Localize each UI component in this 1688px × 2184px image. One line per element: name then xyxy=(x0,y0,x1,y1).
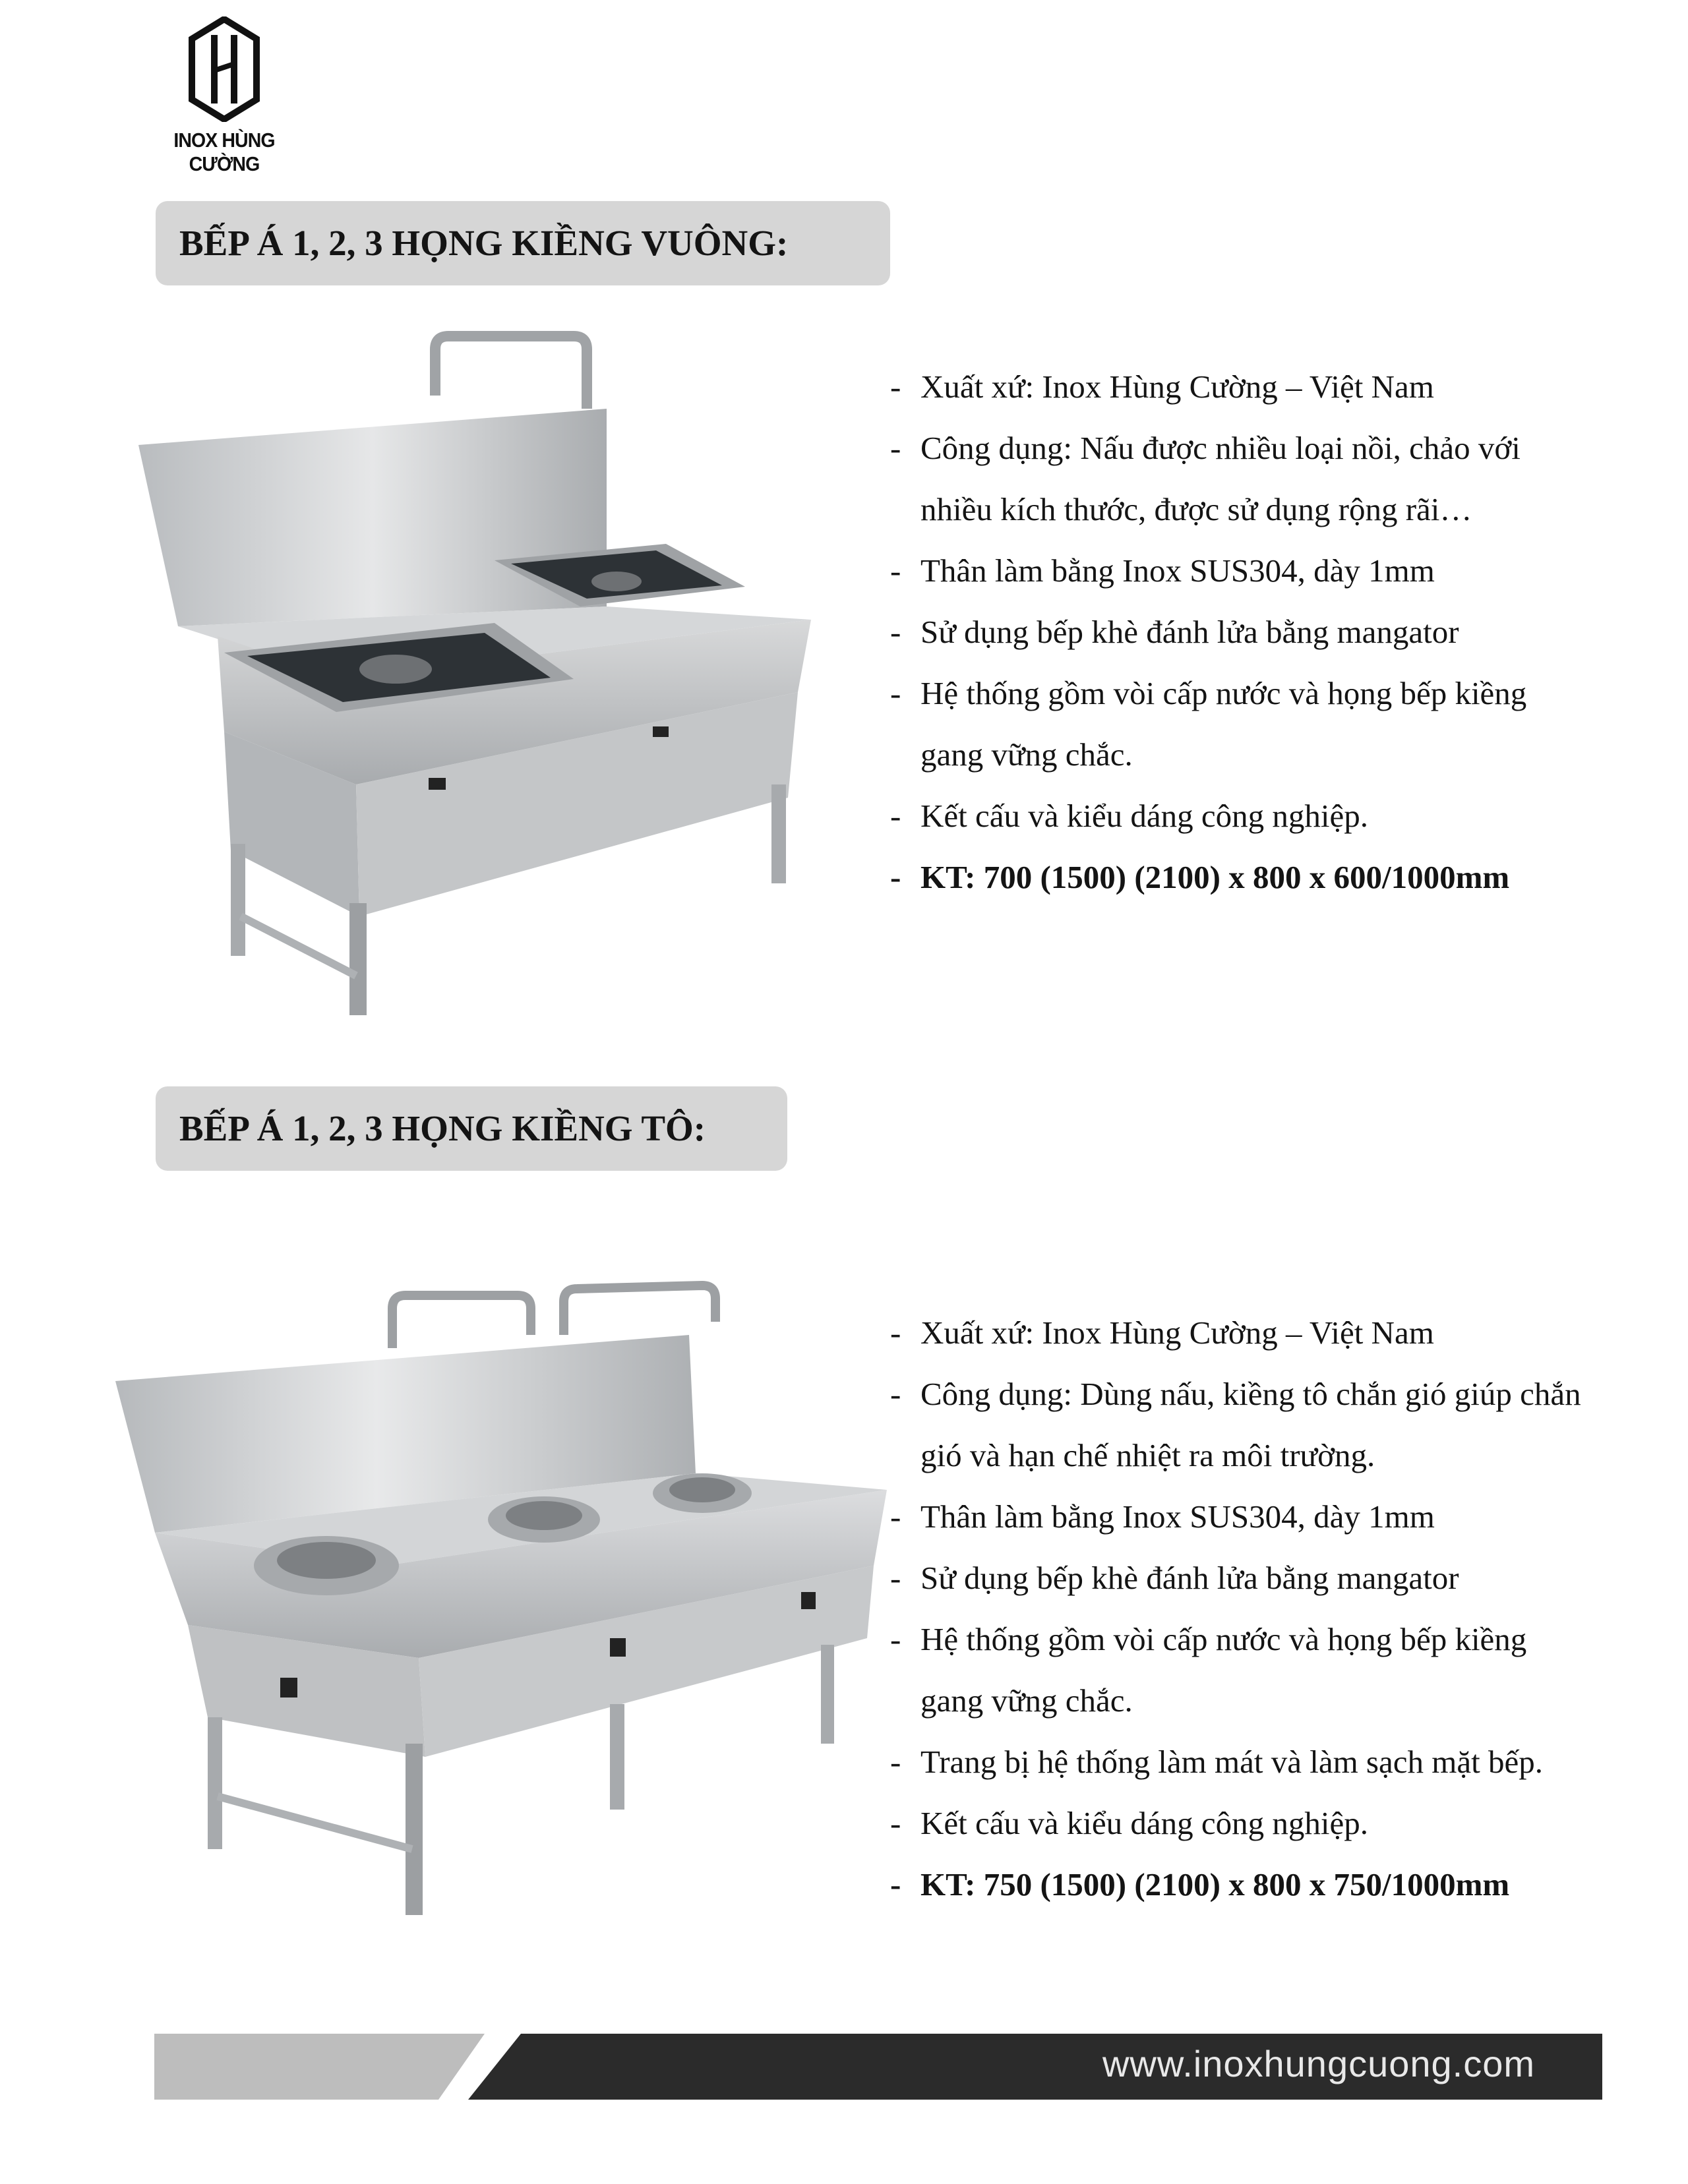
spec-item: - Kết cấu và kiểu dáng công nghiệp. xyxy=(890,1792,1655,1854)
spec-item-dimensions: - KT: 700 (1500) (2100) x 800 x 600/1000mm xyxy=(890,846,1655,908)
spec-item: - Hệ thống gồm vòi cấp nước và họng bếp kiềng xyxy=(890,663,1655,724)
logo-text: INOX HÙNG CƯỜNG xyxy=(173,129,275,175)
spec-item-dimensions: - KT: 750 (1500) (2100) x 800 x 750/1000mm xyxy=(890,1854,1655,1915)
spec-item: - Sử dụng bếp khè đánh lửa bằng mangator xyxy=(890,1547,1655,1608)
spec-item: - Hệ thống gồm vòi cấp nước và họng bếp kiềng xyxy=(890,1608,1655,1670)
spec-item-continuation: nhiều kích thước, được sử dụng rộng rãi… xyxy=(920,491,1472,527)
spec-item-continuation: gang vững chắc. xyxy=(920,1682,1133,1719)
stove-kieng-to-photo xyxy=(109,1256,900,1955)
spec-item: - Kết cấu và kiểu dáng công nghiệp. xyxy=(890,785,1655,846)
spec-item: - Trang bị hệ thống làm mát và làm sạch mặt bếp. xyxy=(890,1731,1655,1792)
spec-item: - Công dụng: Dùng nấu, kiềng tô chắn gió giúp chắn xyxy=(890,1363,1655,1425)
spec-item: - Xuất xứ: Inox Hùng Cường – Việt Nam xyxy=(890,356,1655,417)
spec-item: - Thân làm bằng Inox SUS304, dày 1mm xyxy=(890,540,1655,601)
spec-item: - Công dụng: Nấu được nhiều loại nồi, chảo với xyxy=(890,417,1655,479)
hexagon-h-logo-icon xyxy=(188,16,260,122)
spec-item-continuation: gió và hạn chế nhiệt ra môi trường. xyxy=(920,1437,1375,1473)
spec-list-kieng-to xyxy=(890,1302,1655,1915)
spec-item: - Thân làm bằng Inox SUS304, dày 1mm xyxy=(890,1486,1655,1547)
brand-logo xyxy=(148,16,300,175)
spec-item: - Xuất xứ: Inox Hùng Cường – Việt Nam xyxy=(890,1302,1655,1363)
stove-kieng-vuong-photo xyxy=(125,323,837,1022)
section-heading-kieng-vuong: BẾP Á 1, 2, 3 HỌNG KIỀNG VUÔNG: xyxy=(156,201,890,285)
spec-item-continuation: gang vững chắc. xyxy=(920,736,1133,773)
footer-website-url[interactable]: www.inoxhungcuong.com xyxy=(1102,2043,1536,2084)
spec-item: - Sử dụng bếp khè đánh lửa bằng mangator xyxy=(890,601,1655,663)
section-heading-kieng-to: BẾP Á 1, 2, 3 HỌNG KIỀNG TÔ: xyxy=(156,1086,787,1171)
spec-list-kieng-vuong xyxy=(890,356,1655,908)
